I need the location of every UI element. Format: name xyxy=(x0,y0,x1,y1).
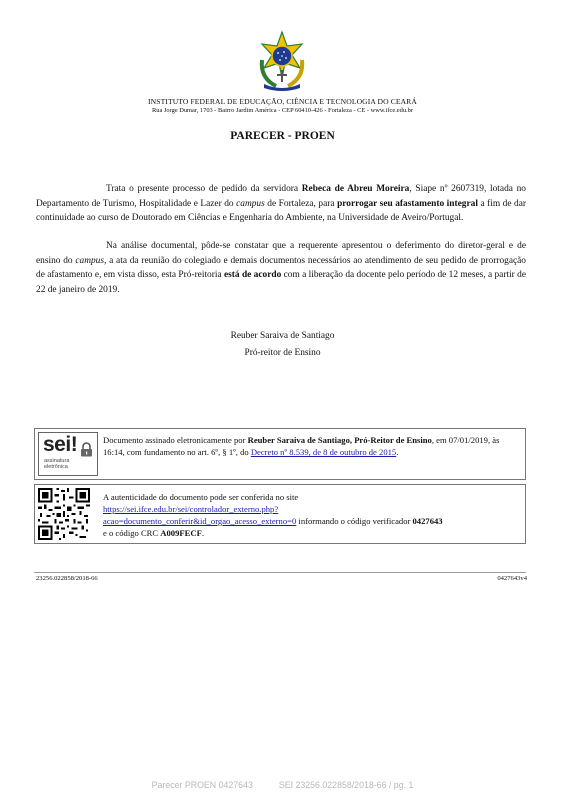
authenticity-statement xyxy=(103,491,521,539)
approval-statement: está de acordo xyxy=(223,270,282,280)
viewer-footer-page: SEI 23256.022858/2018-66 / pg. 1 xyxy=(278,780,414,790)
verifier-code: 0427643 xyxy=(412,516,443,526)
sig-signer-role: Pró-Reitor de Ensino xyxy=(354,435,432,445)
brazil-coat-of-arms-icon xyxy=(254,30,310,92)
campus-term: campus xyxy=(236,198,265,209)
paragraph-1 xyxy=(36,182,526,226)
auth-text-2: informando o código verificador xyxy=(296,516,413,526)
auth-text-4: . xyxy=(201,528,204,538)
crc-code: A009FECF xyxy=(160,528,202,538)
auth-text-1: A autenticidade do documento pode ser conferida no site xyxy=(103,492,299,502)
p1-text-1: Trata o presente processo de pedido da servidora xyxy=(106,184,302,194)
sig-text-2: , em 07/01/2019, às 16:14, com fundamento no art. 6º, § 1º, do xyxy=(103,435,500,457)
requester-name: Rebeca de Abreu Moreira xyxy=(301,184,410,194)
process-number: 23256.022858/2018-66 xyxy=(36,575,98,582)
request-subject: prorrogar seu afastamento integral xyxy=(337,198,478,209)
p2-text-1: Na análise documental, pôde-se constatar que a requerente apresentou o deferimento do diretor-geral e de ensino do xyxy=(36,241,526,266)
p1-text-4: a fim de dar continuidade ao curso de Doutorado em Ciências e Engenharia do Ambiente, na Universidade de Aveiro/Portugal. xyxy=(36,198,527,223)
lock-icon xyxy=(80,442,93,457)
institution-name: INSTITUTO FEDERAL DE EDUCAÇÃO, CIÊNCIA E TECNOLOGIA DO CEARÁ xyxy=(148,97,417,106)
signatory-role: Pró-reitor de Ensino xyxy=(244,348,321,358)
p1-text-3: de Fortaleza, para xyxy=(264,198,338,209)
sei-logo-mark: sei xyxy=(43,433,71,456)
signature-statement xyxy=(103,434,521,458)
sei-logo-line-2: eletrônica xyxy=(44,464,68,470)
decree-link[interactable]: Decreto nº 8.539, de 8 de outubro de 2015 xyxy=(250,447,397,457)
verification-url-line-1[interactable]: https://sei.ifce.edu.br/sei/controlador_externo.php? xyxy=(103,504,279,514)
sig-separator: , xyxy=(349,435,355,445)
paragraph-2 xyxy=(36,239,526,297)
qr-code-icon xyxy=(38,488,90,540)
document-version: 0427643v4 xyxy=(497,575,527,582)
p2-text-3: com a liberação da docente pelo período de 12 meses, a partir de 22 de janeiro de 2019. xyxy=(36,270,526,295)
sei-logo-exclaim: ! xyxy=(70,433,78,456)
electronic-signature-box xyxy=(34,428,526,480)
footer-divider xyxy=(34,572,526,573)
authenticity-box xyxy=(34,484,526,544)
p1-text-2: , Siape nº 2607319, lotada no Departamento de Turismo, Hospitalidade e Lazer do xyxy=(36,184,526,209)
viewer-footer-doc: Parecer PROEN 0427643 xyxy=(151,780,253,790)
auth-text-3: e o código CRC xyxy=(103,528,161,538)
sei-logo xyxy=(38,432,98,476)
p2-text-2: , a ata da reunião do colegiado e demais documentos necessários ao atendimento de seu pedido de prorrogação de afastamento e, em vista disso, esta Pró-reitoria xyxy=(36,255,526,280)
sei-logo-line-1: assinatura xyxy=(44,458,70,464)
document-title: PARECER - PROEN xyxy=(230,130,335,142)
verification-url-line-2[interactable]: acao=documento_conferir&id_orgao_acesso_externo=0 xyxy=(103,516,297,526)
viewer-footer xyxy=(0,780,565,790)
sig-signer: Reuber Saraiva de Santiago xyxy=(247,435,350,445)
campus-term: campus xyxy=(75,255,105,266)
sig-text-1: Documento assinado eletronicamente por xyxy=(103,435,248,445)
sig-text-3: . xyxy=(396,447,399,457)
signatory-name: Reuber Saraiva de Santiago xyxy=(230,331,335,341)
institution-address: Rua Jorge Dumar, 1703 - Bairro Jardim América - CEP 60410-426 - Fortaleza - CE - www.ifce.edu.br xyxy=(152,107,413,114)
